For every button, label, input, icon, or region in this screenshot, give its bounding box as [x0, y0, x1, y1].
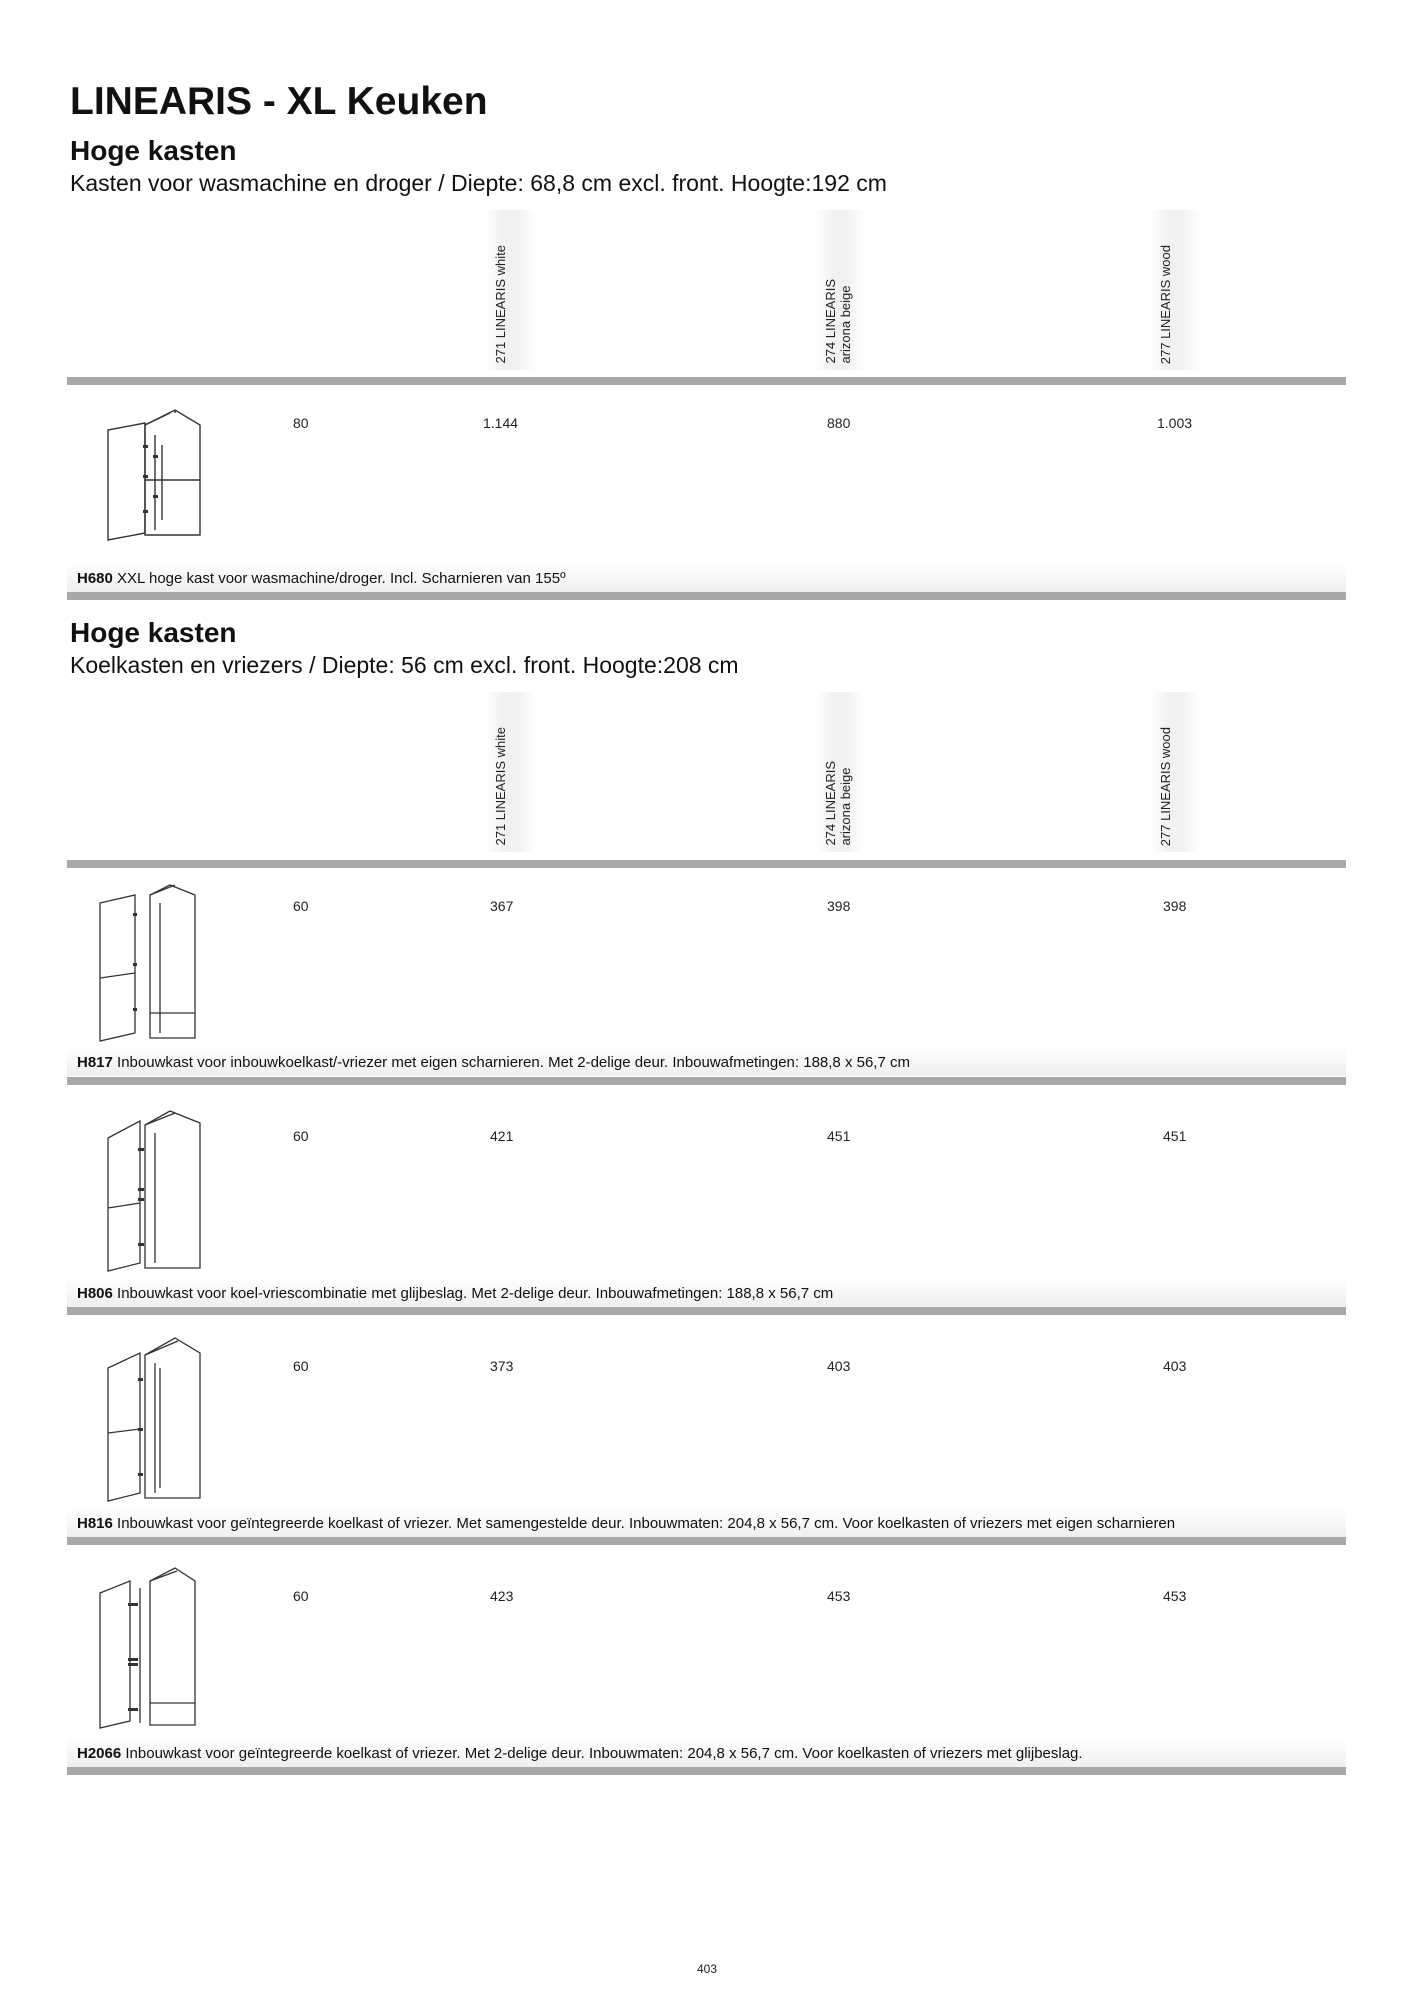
product-code: H817 [77, 1054, 113, 1071]
section-heading: Hoge kasten [70, 135, 237, 166]
integrated-fridge-cabinet-illustration [100, 1333, 210, 1503]
product-description [77, 1745, 1083, 1762]
product-description-text: XXL hoge kast voor wasmachine/droger. Incl. Scharnieren van 155º [117, 570, 566, 587]
column-label: 277 LINEARIS wood [1158, 726, 1173, 846]
column-label: 271 LINEARIS white [493, 727, 508, 846]
product-width: 60 [293, 1588, 309, 1604]
fridge-freezer-cabinet-illustration [100, 1103, 210, 1273]
product-description [77, 1285, 833, 1302]
product-description-text: Inbouwkast voor inbouwkoelkast/-vriezer met eigen scharnieren. Met 2-delige deur. Inbouwafmetingen: 188,8 x 56,7 cm [117, 1054, 910, 1071]
price-white: 421 [490, 1128, 514, 1144]
price-arizona-beige: 398 [827, 898, 851, 914]
product-description [77, 1515, 1175, 1532]
product-code: H680 [77, 570, 113, 587]
product-width: 60 [293, 1358, 309, 1374]
column-header-white [485, 692, 535, 852]
product-description [77, 1054, 910, 1071]
price-white: 1.144 [483, 415, 519, 431]
price-wood: 398 [1163, 898, 1187, 914]
section-subheading: Kasten voor wasmachine en droger / Diepte: 68,8 cm excl. front. Hoogte:192 cm [70, 170, 887, 196]
price-arizona-beige: 451 [827, 1128, 851, 1144]
product-description-text: Inbouwkast voor geïntegreerde koelkast of vriezer. Met samengestelde deur. Inbouwmaten: 204,8 x 56,7 cm. Voor koelkasten of vriezers met eigen scharnieren [117, 1515, 1176, 1532]
product-description-text: Inbouwkast voor geïntegreerde koelkast of vriezer. Met 2-delige deur. Inbouwmaten: 204,8 x 56,7 cm. Voor koelkasten of vriezers met glijbeslag. [125, 1745, 1083, 1762]
product-width: 60 [293, 898, 309, 914]
header-divider [67, 860, 1346, 868]
product-description [77, 570, 566, 587]
price-wood: 451 [1163, 1128, 1187, 1144]
column-label: 274 LINEARIS arizona beige [823, 279, 853, 364]
price-white: 373 [490, 1358, 514, 1374]
column-header-wood [1150, 210, 1200, 370]
column-header-arizona-beige [815, 210, 865, 370]
section-heading: Hoge kasten [70, 617, 237, 648]
price-wood: 453 [1163, 1588, 1187, 1604]
column-header-arizona-beige [815, 692, 865, 852]
product-description-text: Inbouwkast voor koel-vriescombinatie met glijbeslag. Met 2-delige deur. Inbouwafmetingen: 188,8 x 56,7 cm [117, 1285, 834, 1302]
header-divider [67, 377, 1346, 385]
product-code: H2066 [77, 1745, 122, 1762]
column-label: 277 LINEARIS wood [1158, 244, 1173, 364]
product-description-bar [67, 1046, 1346, 1076]
row-divider [67, 1767, 1346, 1775]
product-description-bar [67, 1277, 1346, 1307]
product-code: H806 [77, 1285, 113, 1302]
price-white: 423 [490, 1588, 514, 1604]
column-label: 271 LINEARIS white [493, 245, 508, 364]
column-header-wood [1150, 692, 1200, 852]
product-code: H816 [77, 1515, 113, 1532]
price-arizona-beige: 880 [827, 415, 851, 431]
product-description-bar [67, 1507, 1346, 1537]
washer-cabinet-illustration [100, 405, 210, 545]
page-title: LINEARIS - XL Keuken [70, 80, 488, 123]
row-divider [67, 1537, 1346, 1545]
fridge-cabinet-illustration [95, 883, 205, 1043]
price-wood: 403 [1163, 1358, 1187, 1374]
row-divider [67, 592, 1346, 600]
product-description-bar [67, 1737, 1346, 1767]
product-width: 80 [293, 415, 309, 431]
row-divider [67, 1307, 1346, 1315]
price-white: 367 [490, 898, 514, 914]
section-subheading: Koelkasten en vriezers / Diepte: 56 cm excl. front. Hoogte:208 cm [70, 652, 739, 678]
integrated-fridge-sliding-cabinet-illustration [95, 1563, 205, 1733]
column-label: 274 LINEARIS arizona beige [823, 761, 853, 846]
price-arizona-beige: 403 [827, 1358, 851, 1374]
page-number: 403 [697, 1962, 718, 1976]
price-arizona-beige: 453 [827, 1588, 851, 1604]
product-width: 60 [293, 1128, 309, 1144]
price-wood: 1.003 [1157, 415, 1193, 431]
product-description-bar [67, 562, 1346, 592]
row-divider [67, 1077, 1346, 1085]
column-header-white [485, 210, 535, 370]
